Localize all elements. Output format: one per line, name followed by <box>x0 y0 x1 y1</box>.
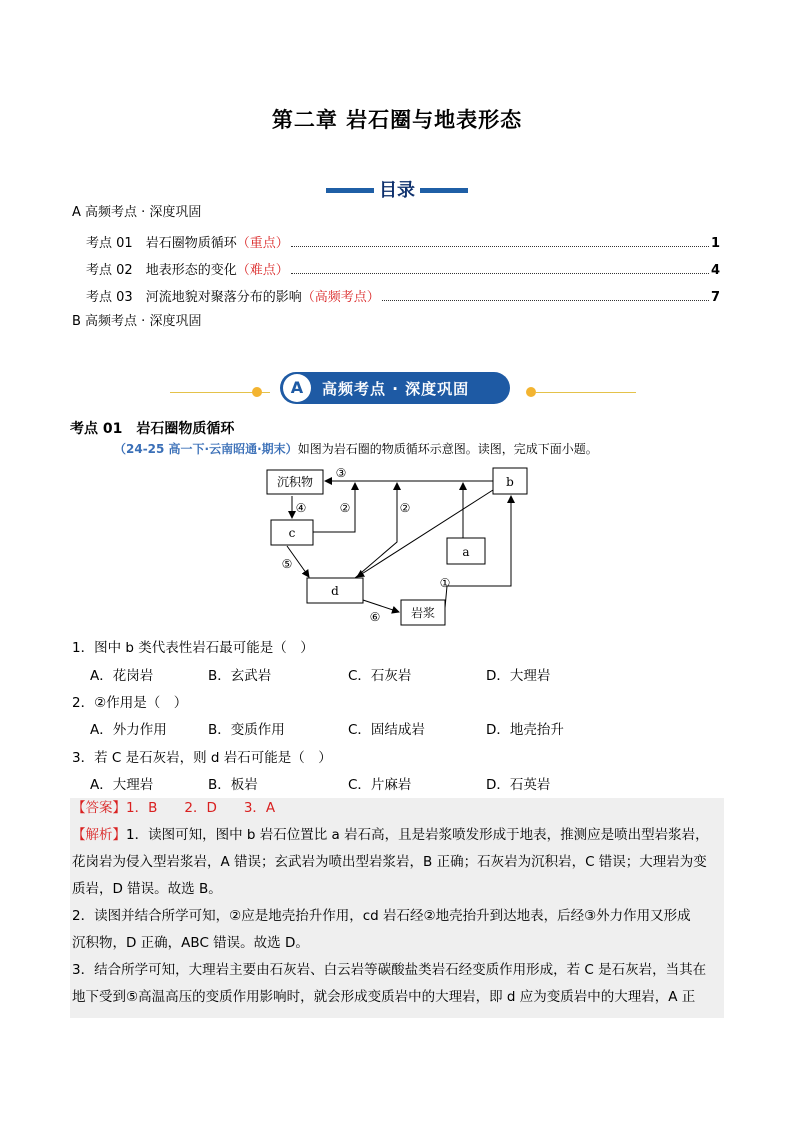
analysis-line: 【解析】1．读图可知，图中 b 岩石位置比 a 岩石高，且是岩浆喷发形成于地表，推测应是喷出型岩浆岩， <box>72 827 709 843</box>
toc-leader <box>291 273 709 274</box>
arrow-6 <box>363 600 399 612</box>
arrow-1 <box>445 496 511 608</box>
label-process-2a: ② <box>339 501 351 515</box>
banner-line-right <box>536 392 636 393</box>
toc-item[interactable]: 考点 01 岩石圈物质循环（重点） 1 <box>86 236 720 251</box>
label-b: b <box>506 475 514 489</box>
toc-heading: 目录 <box>379 180 415 201</box>
option[interactable]: A．大理岩 <box>90 777 154 793</box>
banner-dot-left <box>252 387 262 397</box>
question-1: 1．图中 b 类代表性岩石最可能是（ ） <box>72 640 314 656</box>
question-source: （24-25 高一下·云南昭通·期末） <box>114 442 298 456</box>
question-intro-text: 如图为岩石圈的物质循环示意图。读图，完成下面小题。 <box>297 442 598 456</box>
arrow-2b <box>355 483 397 578</box>
banner-dot-right <box>526 387 536 397</box>
label-a: a <box>462 545 470 559</box>
section-heading: 考点 01 岩石圈物质循环 <box>70 421 235 437</box>
analysis-line: 花岗岩为侵入型岩浆岩，A 错误；玄武岩为喷出型岩浆岩，B 正确；石灰岩为沉积岩，C 错误；大理岩为变 <box>72 854 707 870</box>
label-sediment: 沉积物 <box>276 475 314 489</box>
label-process-2b: ② <box>399 501 411 515</box>
option[interactable]: B．玄武岩 <box>208 668 272 684</box>
toc-section-b[interactable]: B 高频考点 · 深度巩固 <box>72 314 202 329</box>
option[interactable]: C．石灰岩 <box>348 668 412 684</box>
label-magma: 岩浆 <box>410 606 436 620</box>
analysis-line: 质岩，D 错误。故选 B。 <box>72 881 222 897</box>
analysis-tag: 【解析】 <box>72 827 126 843</box>
analysis-line: 地下受到⑤高温高压的变质作用影响时，就会形成变质岩中的大理岩，即 d 应为变质岩中的大理岩，A 正 <box>72 989 696 1005</box>
label-process-6: ⑥ <box>369 610 381 624</box>
label-process-5: ⑤ <box>281 557 293 571</box>
label-d: d <box>331 584 339 598</box>
toc-leader <box>291 246 709 247</box>
toc-item[interactable]: 考点 02 地表形态的变化（难点） 4 <box>86 263 720 278</box>
answer-key: 1．B 2．D 3．A <box>126 800 276 816</box>
toc-page-number: 7 <box>710 290 720 305</box>
analysis-line: 沉积物，D 正确，ABC 错误。故选 D。 <box>72 935 309 951</box>
option[interactable]: D．大理岩 <box>486 668 551 684</box>
answer-analysis <box>72 795 724 1011</box>
page-title: 第二章 岩石圈与地表形态 <box>271 108 523 132</box>
label-c: c <box>288 526 296 540</box>
label-process-3: ③ <box>335 466 347 480</box>
question-2: 2．②作用是（ ） <box>72 695 188 711</box>
toc-leader <box>382 300 709 301</box>
toc-section-a[interactable]: A 高频考点 · 深度巩固 <box>72 205 202 220</box>
option[interactable]: D．石英岩 <box>486 777 551 793</box>
toc-bar-right <box>420 188 468 193</box>
option[interactable]: B．板岩 <box>208 777 258 793</box>
option[interactable]: A．外力作用 <box>90 722 167 738</box>
answer-line <box>72 795 724 822</box>
option[interactable]: C．固结成岩 <box>348 722 425 738</box>
label-process-1: ① <box>439 576 451 590</box>
rock-cycle-diagram <box>255 460 545 630</box>
toc-page-number: 4 <box>710 263 720 278</box>
question-intro <box>114 440 598 457</box>
toc-item[interactable]: 考点 03 河流地貌对聚落分布的影响（高频考点） 7 <box>86 290 720 305</box>
analysis-line: 2．读图并结合所学可知，②应是地壳抬升作用，cd 岩石经②地壳抬升到达地表，后经③外力作用又形成 <box>72 908 691 924</box>
option[interactable]: A．花岗岩 <box>90 668 154 684</box>
toc-bar-left <box>326 188 374 193</box>
toc-page-number: 1 <box>710 236 720 251</box>
question-3: 3．若 C 是石灰岩，则 d 岩石可能是（ ） <box>72 750 332 766</box>
option[interactable]: C．片麻岩 <box>348 777 412 793</box>
answer-tag: 【答案】 <box>72 800 126 816</box>
label-process-4: ④ <box>295 501 307 515</box>
option[interactable]: D．地壳抬升 <box>486 722 564 738</box>
banner-text: 高频考点 · 深度巩固 <box>322 380 470 398</box>
banner-letter: A <box>283 374 311 402</box>
analysis-line: 3．结合所学可知，大理岩主要由石灰岩、白云岩等碳酸盐类岩石经变质作用形成，若 C 是石灰岩，当其在 <box>72 962 707 978</box>
option[interactable]: B．变质作用 <box>208 722 285 738</box>
